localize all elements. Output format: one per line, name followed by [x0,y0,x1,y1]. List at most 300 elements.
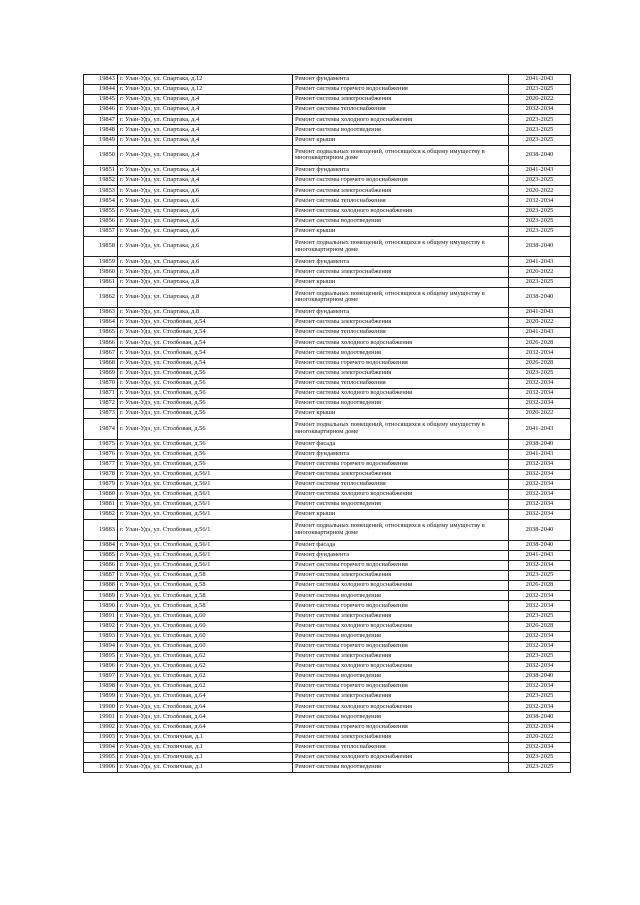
row-work-type: Ремонт системы холодного водоснабжения [293,206,509,216]
row-work-type: Ремонт крыши [293,135,509,145]
row-address: г. Улан-Удэ, ул. Столбовая, д.62 [118,672,293,682]
table-row [84,277,571,287]
table-row [84,631,571,641]
row-period: 2032-2034 [509,469,571,479]
row-work-type: Ремонт системы горячего водоснабжения [293,358,509,368]
row-period: 2041-2043 [509,166,571,176]
row-number: 19888 [84,581,118,591]
row-address: г. Улан-Удэ, ул. Столбовая, д.54 [118,328,293,338]
row-work-type: Ремонт системы электроснабжения [293,318,509,328]
row-work-type: Ремонт системы водоотведения [293,712,509,722]
row-address: г. Улан-Удэ, ул. Спартака, д.6 [118,186,293,196]
row-period: 2032-2034 [509,561,571,571]
row-work-type: Ремонт системы электроснабжения [293,469,509,479]
row-number: 19900 [84,702,118,712]
row-period: 2038-2040 [509,540,571,550]
table-row [84,388,571,398]
table-row [84,752,571,762]
row-work-type: Ремонт системы водоотведения [293,348,509,358]
row-period: 2032-2034 [509,388,571,398]
row-address: г. Улан-Удэ, ул. Столбовая, д.56/1 [118,500,293,510]
row-number: 19866 [84,338,118,348]
row-work-type: Ремонт системы водоотведения [293,672,509,682]
row-work-type: Ремонт фундамента [293,449,509,459]
row-number: 19903 [84,732,118,742]
row-period: 2023-2025 [509,277,571,287]
row-address: г. Улан-Удэ, ул. Спартака, д.12 [118,75,293,85]
row-number: 19853 [84,186,118,196]
table-row [84,459,571,469]
row-address: г. Улан-Удэ, ул. Столбовая, д.60 [118,611,293,621]
row-work-type: Ремонт фундамента [293,166,509,176]
row-number: 19850 [84,145,118,166]
row-period: 2032-2034 [509,459,571,469]
row-number: 19896 [84,662,118,672]
row-number: 19878 [84,469,118,479]
row-number: 19905 [84,752,118,762]
table-row [84,722,571,732]
row-number: 19847 [84,115,118,125]
row-address: г. Улан-Удэ, ул. Столбовая, д.62 [118,662,293,672]
row-period: 2032-2034 [509,378,571,388]
row-period: 2023-2025 [509,115,571,125]
row-work-type: Ремонт фасада [293,439,509,449]
row-period: 2041-2043 [509,308,571,318]
row-address: г. Улан-Удэ, ул. Столбовая, д.56/1 [118,520,293,541]
row-period: 2032-2034 [509,105,571,115]
row-period: 2038-2040 [509,236,571,257]
table-row [84,712,571,722]
row-period: 2023-2025 [509,692,571,702]
row-number: 19875 [84,439,118,449]
table-row [84,692,571,702]
row-address: г. Улан-Удэ, ул. Столбовая, д.64 [118,722,293,732]
row-address: г. Улан-Удэ, ул. Спартака, д.4 [118,105,293,115]
row-address: г. Улан-Удэ, ул. Спартака, д.8 [118,308,293,318]
row-address: г. Улан-Удэ, ул. Столбовая, д.56 [118,388,293,398]
table-row [84,75,571,85]
row-period: 2032-2034 [509,591,571,601]
row-number: 19848 [84,125,118,135]
row-period: 2041-2043 [509,257,571,267]
row-period: 2026-2028 [509,581,571,591]
row-period: 2038-2040 [509,672,571,682]
row-number: 19874 [84,419,118,440]
row-number: 19861 [84,277,118,287]
row-address: г. Улан-Удэ, ул. Спартака, д.6 [118,257,293,267]
row-address: г. Улан-Удэ, ул. Спартака, д.8 [118,277,293,287]
table-row [84,85,571,95]
row-period: 2032-2034 [509,631,571,641]
table-row [84,105,571,115]
row-period: 2020-2022 [509,95,571,105]
row-number: 19887 [84,571,118,581]
row-work-type: Ремонт крыши [293,226,509,236]
row-address: г. Улан-Удэ, ул. Столбовая, д.54 [118,358,293,368]
row-address: г. Улан-Удэ, ул. Спартака, д.12 [118,85,293,95]
table-row [84,216,571,226]
table-row [84,135,571,145]
row-period: 2032-2034 [509,490,571,500]
row-period: 2041-2043 [509,328,571,338]
row-address: г. Улан-Удэ, ул. Столбовая, д.64 [118,712,293,722]
row-address: г. Улан-Удэ, ул. Столбовая, д.56/1 [118,510,293,520]
row-number: 19904 [84,742,118,752]
table-row [84,186,571,196]
row-number: 19862 [84,287,118,308]
row-number: 19885 [84,550,118,560]
row-work-type: Ремонт системы теплоснабжения [293,742,509,752]
row-number: 19846 [84,105,118,115]
table-row [84,267,571,277]
table-row [84,591,571,601]
row-work-type: Ремонт системы водоотведения [293,125,509,135]
row-work-type: Ремонт системы теплоснабжения [293,480,509,490]
row-work-type: Ремонт системы теплоснабжения [293,378,509,388]
row-number: 19859 [84,257,118,267]
table-row [84,115,571,125]
row-work-type: Ремонт системы электроснабжения [293,732,509,742]
table-row [84,500,571,510]
row-work-type: Ремонт системы водоотведения [293,762,509,772]
table-row [84,742,571,752]
row-number: 19881 [84,500,118,510]
row-number: 19852 [84,176,118,186]
row-period: 2023-2025 [509,368,571,378]
row-work-type: Ремонт системы водоотведения [293,500,509,510]
table-row [84,662,571,672]
row-address: г. Улан-Удэ, ул. Спартака, д.6 [118,206,293,216]
row-address: г. Улан-Удэ, ул. Столбовая, д.54 [118,318,293,328]
table-row [84,176,571,186]
row-period: 2023-2025 [509,226,571,236]
row-period: 2032-2034 [509,601,571,611]
table-row [84,540,571,550]
row-period: 2023-2025 [509,752,571,762]
row-address: г. Улан-Удэ, ул. Столбовая, д.56/1 [118,561,293,571]
row-number: 19858 [84,236,118,257]
table-row [84,672,571,682]
table-row [84,469,571,479]
row-work-type: Ремонт системы электроснабжения [293,571,509,581]
table-row [84,449,571,459]
row-address: г. Улан-Удэ, ул. Столичная, д.1 [118,752,293,762]
row-period: 2023-2025 [509,125,571,135]
row-number: 19879 [84,480,118,490]
row-number: 19870 [84,378,118,388]
row-period: 2032-2034 [509,682,571,692]
row-period: 2020-2022 [509,318,571,328]
row-address: г. Улан-Удэ, ул. Столбовая, д.56/1 [118,490,293,500]
table-row [84,762,571,772]
table-row [84,419,571,440]
row-address: г. Улан-Удэ, ул. Спартака, д.4 [118,95,293,105]
row-work-type: Ремонт системы водоотведения [293,216,509,226]
row-period: 2032-2034 [509,348,571,358]
row-work-type: Ремонт системы холодного водоснабжения [293,621,509,631]
table-row [84,206,571,216]
row-number: 19867 [84,348,118,358]
table-row [84,236,571,257]
row-address: г. Улан-Удэ, ул. Спартака, д.6 [118,216,293,226]
row-number: 19902 [84,722,118,732]
row-number: 19876 [84,449,118,459]
row-period: 2041-2043 [509,550,571,560]
row-number: 19865 [84,328,118,338]
table-row [84,328,571,338]
row-address: г. Улан-Удэ, ул. Столбовая, д.56 [118,449,293,459]
row-number: 19864 [84,318,118,328]
capital-repair-table [83,74,571,773]
row-work-type: Ремонт системы горячего водоснабжения [293,641,509,651]
row-number: 19889 [84,591,118,601]
row-work-type: Ремонт системы теплоснабжения [293,328,509,338]
row-number: 19895 [84,651,118,661]
row-period: 2020-2022 [509,732,571,742]
row-address: г. Улан-Удэ, ул. Спартака, д.4 [118,176,293,186]
row-period: 2032-2034 [509,196,571,206]
row-work-type: Ремонт системы водоотведения [293,591,509,601]
row-number: 19844 [84,85,118,95]
row-period: 2023-2025 [509,216,571,226]
table-row [84,682,571,692]
row-address: г. Улан-Удэ, ул. Столбовая, д.56 [118,419,293,440]
row-period: 2038-2040 [509,145,571,166]
table-row [84,257,571,267]
row-work-type: Ремонт системы электроснабжения [293,611,509,621]
row-period: 2026-2028 [509,358,571,368]
row-work-type: Ремонт системы электроснабжения [293,368,509,378]
row-period: 2023-2025 [509,135,571,145]
row-period: 2020-2022 [509,409,571,419]
table-row [84,358,571,368]
row-period: 2041-2043 [509,419,571,440]
row-address: г. Улан-Удэ, ул. Спартака, д.4 [118,125,293,135]
row-number: 19883 [84,520,118,541]
row-address: г. Улан-Удэ, ул. Столбовая, д.56/1 [118,480,293,490]
row-number: 19851 [84,166,118,176]
row-address: г. Улан-Удэ, ул. Спартака, д.4 [118,115,293,125]
row-number: 19884 [84,540,118,550]
row-work-type: Ремонт фундамента [293,550,509,560]
table-row [84,702,571,712]
row-number: 19886 [84,561,118,571]
row-period: 2023-2025 [509,176,571,186]
row-period: 2026-2028 [509,621,571,631]
row-address: г. Улан-Удэ, ул. Столбовая, д.60 [118,631,293,641]
table-row [84,398,571,408]
row-number: 19871 [84,388,118,398]
table-row [84,125,571,135]
row-number: 19891 [84,611,118,621]
row-period: 2026-2028 [509,338,571,348]
table-row [84,145,571,166]
row-period: 2032-2034 [509,480,571,490]
row-number: 19901 [84,712,118,722]
row-period: 2023-2025 [509,206,571,216]
row-period: 2020-2022 [509,186,571,196]
row-period: 2038-2040 [509,287,571,308]
row-address: г. Улан-Удэ, ул. Столбовая, д.58 [118,571,293,581]
row-address: г. Улан-Удэ, ул. Столбовая, д.56/1 [118,540,293,550]
row-period: 2032-2034 [509,398,571,408]
row-address: г. Улан-Удэ, ул. Столбовая, д.56 [118,378,293,388]
row-period: 2038-2040 [509,520,571,541]
row-period: 2023-2025 [509,651,571,661]
table-row [84,166,571,176]
row-number: 19849 [84,135,118,145]
row-address: г. Улан-Удэ, ул. Столбовая, д.56 [118,439,293,449]
row-number: 19880 [84,490,118,500]
row-address: г. Улан-Удэ, ул. Столбовая, д.64 [118,692,293,702]
row-period: 2032-2034 [509,500,571,510]
row-period: 2020-2022 [509,267,571,277]
row-address: г. Улан-Удэ, ул. Столбовая, д.60 [118,621,293,631]
row-number: 19906 [84,762,118,772]
row-address: г. Улан-Удэ, ул. Спартака, д.4 [118,135,293,145]
row-work-type: Ремонт системы холодного водоснабжения [293,752,509,762]
table-row [84,338,571,348]
row-work-type: Ремонт системы холодного водоснабжения [293,338,509,348]
row-period: 2041-2043 [509,75,571,85]
table-row [84,510,571,520]
table-body [84,75,571,773]
row-work-type: Ремонт системы горячего водоснабжения [293,682,509,692]
row-address: г. Улан-Удэ, ул. Столбовая, д.54 [118,348,293,358]
row-number: 19893 [84,631,118,641]
row-work-type: Ремонт системы горячего водоснабжения [293,85,509,95]
row-number: 19856 [84,216,118,226]
table-row [84,409,571,419]
row-period: 2023-2025 [509,85,571,95]
table-row [84,95,571,105]
row-address: г. Улан-Удэ, ул. Столбовая, д.56 [118,459,293,469]
row-work-type: Ремонт фундамента [293,75,509,85]
table-row [84,641,571,651]
row-address: г. Улан-Удэ, ул. Столбовая, д.56/1 [118,550,293,560]
row-work-type: Ремонт системы теплоснабжения [293,105,509,115]
row-period: 2023-2025 [509,611,571,621]
row-work-type: Ремонт системы горячего водоснабжения [293,176,509,186]
row-number: 19872 [84,398,118,408]
row-number: 19843 [84,75,118,85]
row-work-type: Ремонт системы горячего водоснабжения [293,601,509,611]
row-work-type: Ремонт подвальных помещений, относящихся к общему имуществу в многоквартирном доме [293,520,509,541]
row-work-type: Ремонт системы водоотведения [293,631,509,641]
row-work-type: Ремонт подвальных помещений, относящихся к общему имуществу в многоквартирном доме [293,419,509,440]
row-work-type: Ремонт системы горячего водоснабжения [293,561,509,571]
table-row [84,439,571,449]
row-number: 19899 [84,692,118,702]
row-work-type: Ремонт системы теплоснабжения [293,196,509,206]
row-work-type: Ремонт системы горячего водоснабжения [293,459,509,469]
row-address: г. Улан-Удэ, ул. Спартака, д.6 [118,226,293,236]
row-work-type: Ремонт фасада [293,540,509,550]
row-number: 19845 [84,95,118,105]
row-period: 2032-2034 [509,662,571,672]
table-row [84,601,571,611]
row-address: г. Улан-Удэ, ул. Спартака, д.4 [118,145,293,166]
row-address: г. Улан-Удэ, ул. Столичная, д.1 [118,762,293,772]
row-number: 19877 [84,459,118,469]
table-row [84,561,571,571]
row-work-type: Ремонт системы холодного водоснабжения [293,115,509,125]
row-number: 19890 [84,601,118,611]
row-period: 2041-2043 [509,449,571,459]
row-address: г. Улан-Удэ, ул. Столбовая, д.56 [118,409,293,419]
row-address: г. Улан-Удэ, ул. Столбовая, д.56 [118,368,293,378]
row-work-type: Ремонт системы горячего водоснабжения [293,722,509,732]
row-address: г. Улан-Удэ, ул. Спартака, д.6 [118,236,293,257]
table-row [84,480,571,490]
row-number: 19860 [84,267,118,277]
row-period: 2038-2040 [509,712,571,722]
row-number: 19854 [84,196,118,206]
row-work-type: Ремонт системы водоотведения [293,398,509,408]
row-work-type: Ремонт фундамента [293,308,509,318]
table-row [84,550,571,560]
row-address: г. Улан-Удэ, ул. Спартака, д.4 [118,166,293,176]
row-work-type: Ремонт системы холодного водоснабжения [293,388,509,398]
row-number: 19863 [84,308,118,318]
row-address: г. Улан-Удэ, ул. Столбовая, д.58 [118,601,293,611]
table-row [84,651,571,661]
row-number: 19873 [84,409,118,419]
row-work-type: Ремонт крыши [293,409,509,419]
row-work-type: Ремонт подвальных помещений, относящихся к общему имуществу в многоквартирном доме [293,236,509,257]
row-number: 19882 [84,510,118,520]
row-period: 2032-2034 [509,722,571,732]
table-row [84,226,571,236]
row-address: г. Улан-Удэ, ул. Столбовая, д.62 [118,651,293,661]
table-row [84,571,571,581]
row-work-type: Ремонт системы холодного водоснабжения [293,581,509,591]
row-address: г. Улан-Удэ, ул. Спартака, д.8 [118,267,293,277]
row-address: г. Улан-Удэ, ул. Столбовая, д.62 [118,682,293,692]
row-period: 2038-2040 [509,439,571,449]
row-work-type: Ремонт системы электроснабжения [293,267,509,277]
row-address: г. Улан-Удэ, ул. Столбовая, д.64 [118,702,293,712]
row-address: г. Улан-Удэ, ул. Столичная, д.1 [118,732,293,742]
row-period: 2032-2034 [509,510,571,520]
row-number: 19894 [84,641,118,651]
row-number: 19898 [84,682,118,692]
row-work-type: Ремонт системы холодного водоснабжения [293,702,509,712]
row-work-type: Ремонт крыши [293,510,509,520]
table-row [84,368,571,378]
row-work-type: Ремонт фундамента [293,257,509,267]
row-work-type: Ремонт системы электроснабжения [293,186,509,196]
row-number: 19857 [84,226,118,236]
table-row [84,308,571,318]
row-address: г. Улан-Удэ, ул. Столбовая, д.54 [118,338,293,348]
table-row [84,621,571,631]
row-work-type: Ремонт системы электроснабжения [293,651,509,661]
row-period: 2032-2034 [509,702,571,712]
row-work-type: Ремонт подвальных помещений, относящихся к общему имуществу в многоквартирном доме [293,287,509,308]
row-work-type: Ремонт системы электроснабжения [293,692,509,702]
row-address: г. Улан-Удэ, ул. Столбовая, д.58 [118,581,293,591]
table-row [84,378,571,388]
row-address: г. Улан-Удэ, ул. Спартака, д.8 [118,287,293,308]
row-period: 2023-2025 [509,762,571,772]
table-row [84,196,571,206]
table-row [84,520,571,541]
row-period: 2032-2034 [509,641,571,651]
row-number: 19892 [84,621,118,631]
table-row [84,287,571,308]
table-row [84,490,571,500]
